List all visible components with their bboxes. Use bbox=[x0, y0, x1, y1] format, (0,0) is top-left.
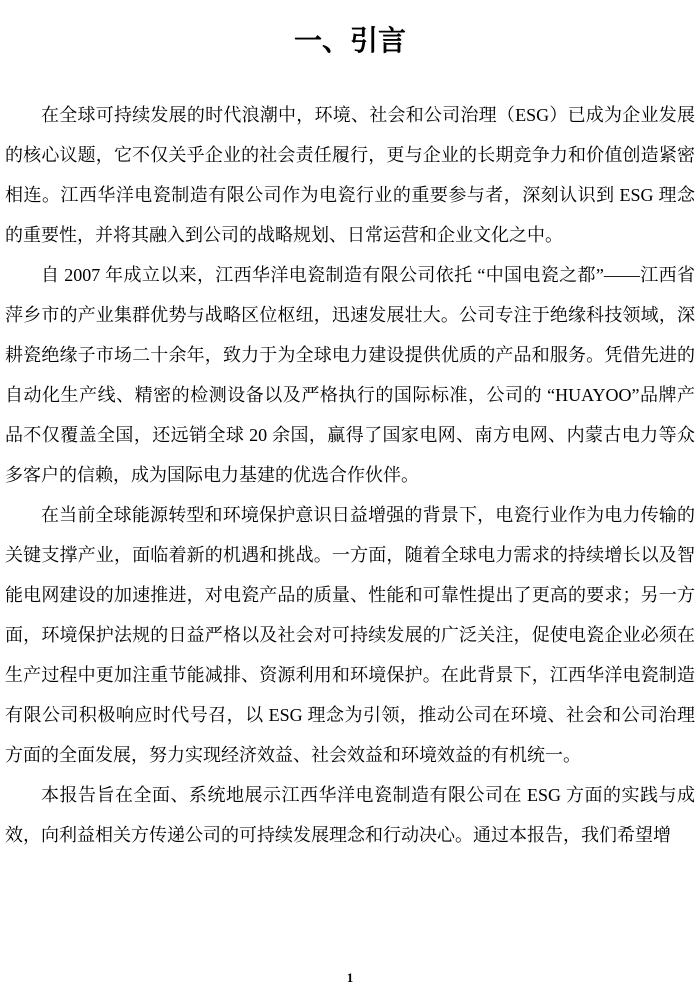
section-title: 一、引言 bbox=[293, 24, 406, 56]
page-number: 1 bbox=[346, 970, 354, 985]
paragraph-2: 自 2007 年成立以来，江西华洋电瓷制造有限公司依托 “中国电瓷之都”——江西省萍乡市的产业集群优势与战略区位枢纽，迅速发展壮大。公司专注于绝缘科技领域，深耕瓷绝缘子市场二十余年，致力于为全球电力建设提供优质的产品和服务。凭借先进的自动化生产线、精密的检测设备以及严格执行的国际标准，公司的 “HUAYOO”品牌产品不仅覆盖全国，还远销全球 20 余国，赢得了国家电网、南方电网、内蒙古电力等众多客户的信赖，成为国际电力基建的优选合作伙伴。 bbox=[5, 265, 695, 485]
paragraph-3: 在当前全球能源转型和环境保护意识日益增强的背景下，电瓷行业作为电力传输的关键支撑产业，面临着新的机遇和挑战。一方面，随着全球电力需求的持续增长以及智能电网建设的加速推进，对电瓷产品的质量、性能和可靠性提出了更高的要求；另一方面，环境保护法规的日益严格以及社会对可持续发展的广泛关注，促使电瓷企业必须在生产过程中更加注重节能减排、资源利用和环境保护。在此背景下，江西华洋电瓷制造有限公司积极响应时代号召，以 ESG 理念为引领，推动公司在环境、社会和公司治理方面的全面发展，努力实现经济效益、社会效益和环境效益的有机统一。 bbox=[5, 505, 695, 765]
paragraph-1: 在全球可持续发展的时代浪潮中，环境、社会和公司治理（ESG）已成为企业发展的核心议题，它不仅关乎企业的社会责任履行，更与企业的长期竞争力和价值创造紧密相连。江西华洋电瓷制造有限公司作为电瓷行业的重要参与者，深刻认识到 ESG 理念的重要性，并将其融入到公司的战略规划、日常运营和企业文化之中。 bbox=[5, 105, 695, 245]
document-body bbox=[5, 95, 695, 855]
paragraph-4: 本报告旨在全面、系统地展示江西华洋电瓷制造有限公司在 ESG 方面的实践与成效，向利益相关方传递公司的可持续发展理念和行动决心。通过本报告，我们希望增 bbox=[5, 785, 695, 845]
